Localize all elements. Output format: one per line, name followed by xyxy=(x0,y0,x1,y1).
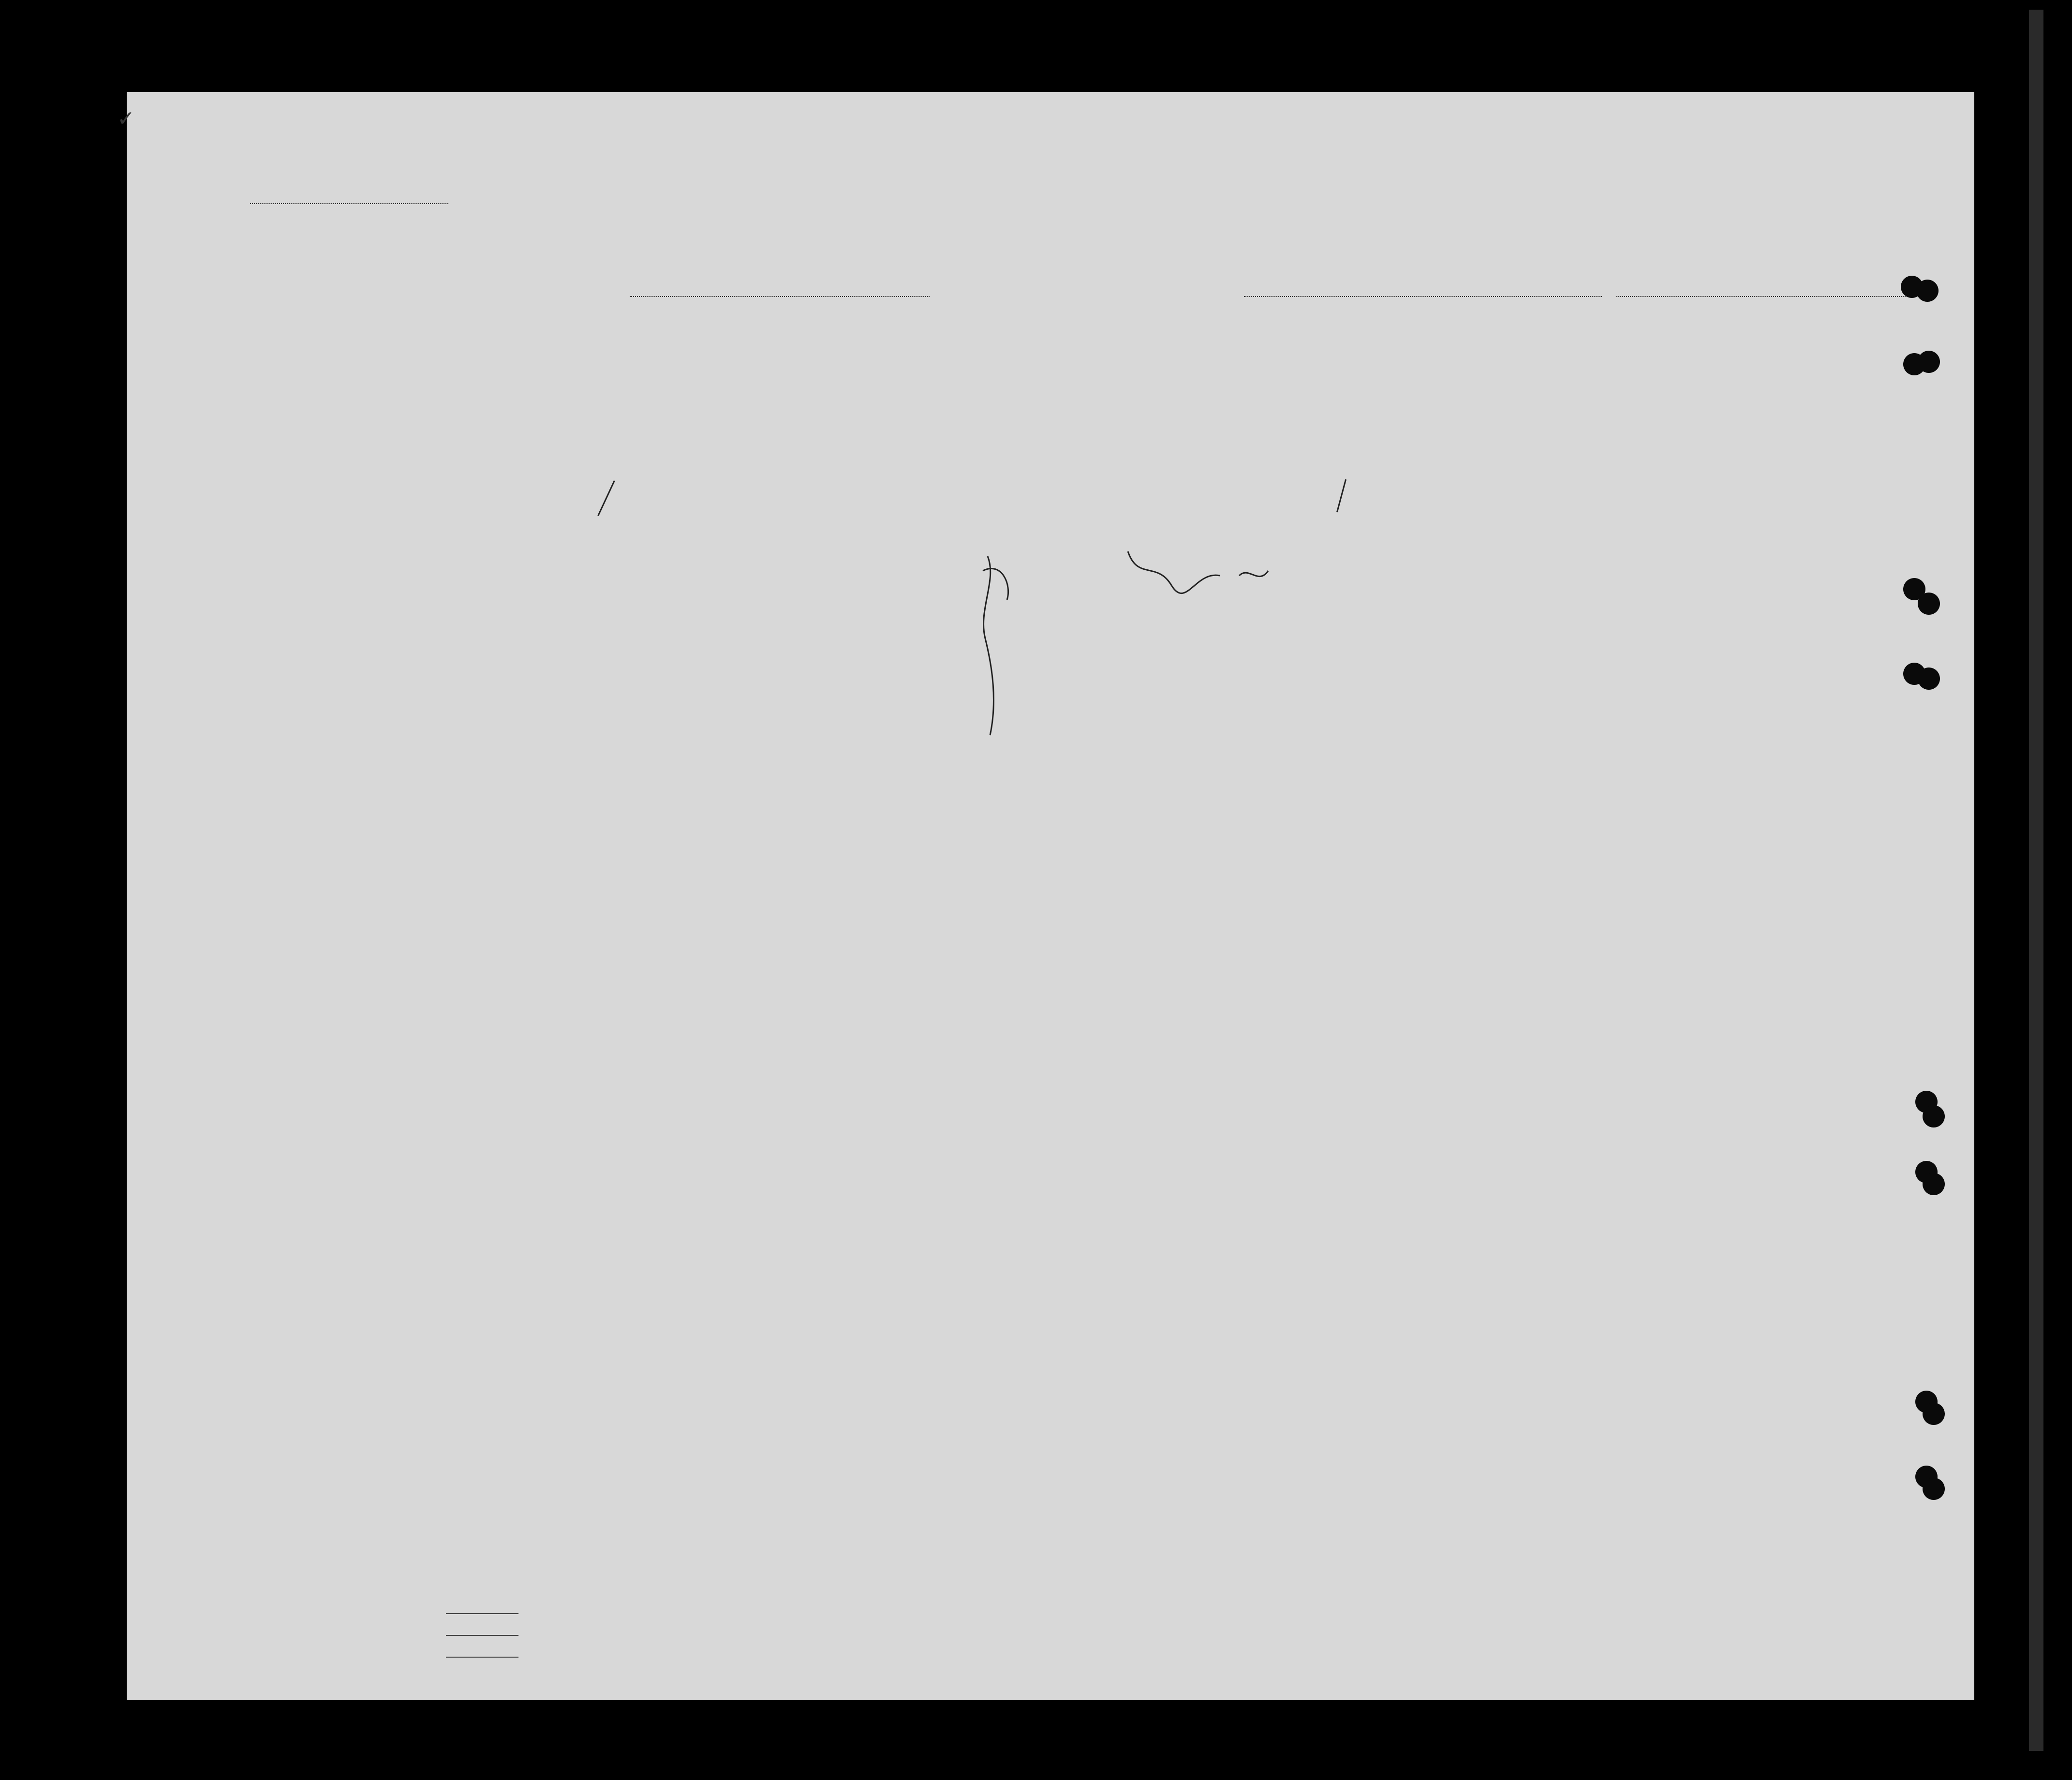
scan-edge xyxy=(2029,10,2043,1751)
punch-hole xyxy=(1923,1478,1945,1500)
punch-hole xyxy=(1923,1173,1945,1195)
departure-port-line xyxy=(1244,296,1602,297)
punch-hole xyxy=(1918,593,1940,615)
check-mark: ✓ xyxy=(117,107,135,131)
punch-hole xyxy=(1918,668,1940,690)
aliens-line xyxy=(446,1657,518,1658)
ship-name-line xyxy=(630,296,930,297)
punch-hole xyxy=(1923,1403,1945,1425)
punch-hole xyxy=(1918,351,1940,373)
punch-hole xyxy=(1916,280,1939,302)
manifest-page xyxy=(117,92,1974,1700)
table-grid xyxy=(127,92,1974,1700)
punch-hole xyxy=(1923,1105,1945,1127)
total-passengers-line xyxy=(446,1613,518,1614)
us-citizens-line xyxy=(446,1635,518,1636)
signature-scribble xyxy=(968,542,1307,759)
list-line xyxy=(250,203,448,204)
departure-date-line xyxy=(1616,296,1911,297)
